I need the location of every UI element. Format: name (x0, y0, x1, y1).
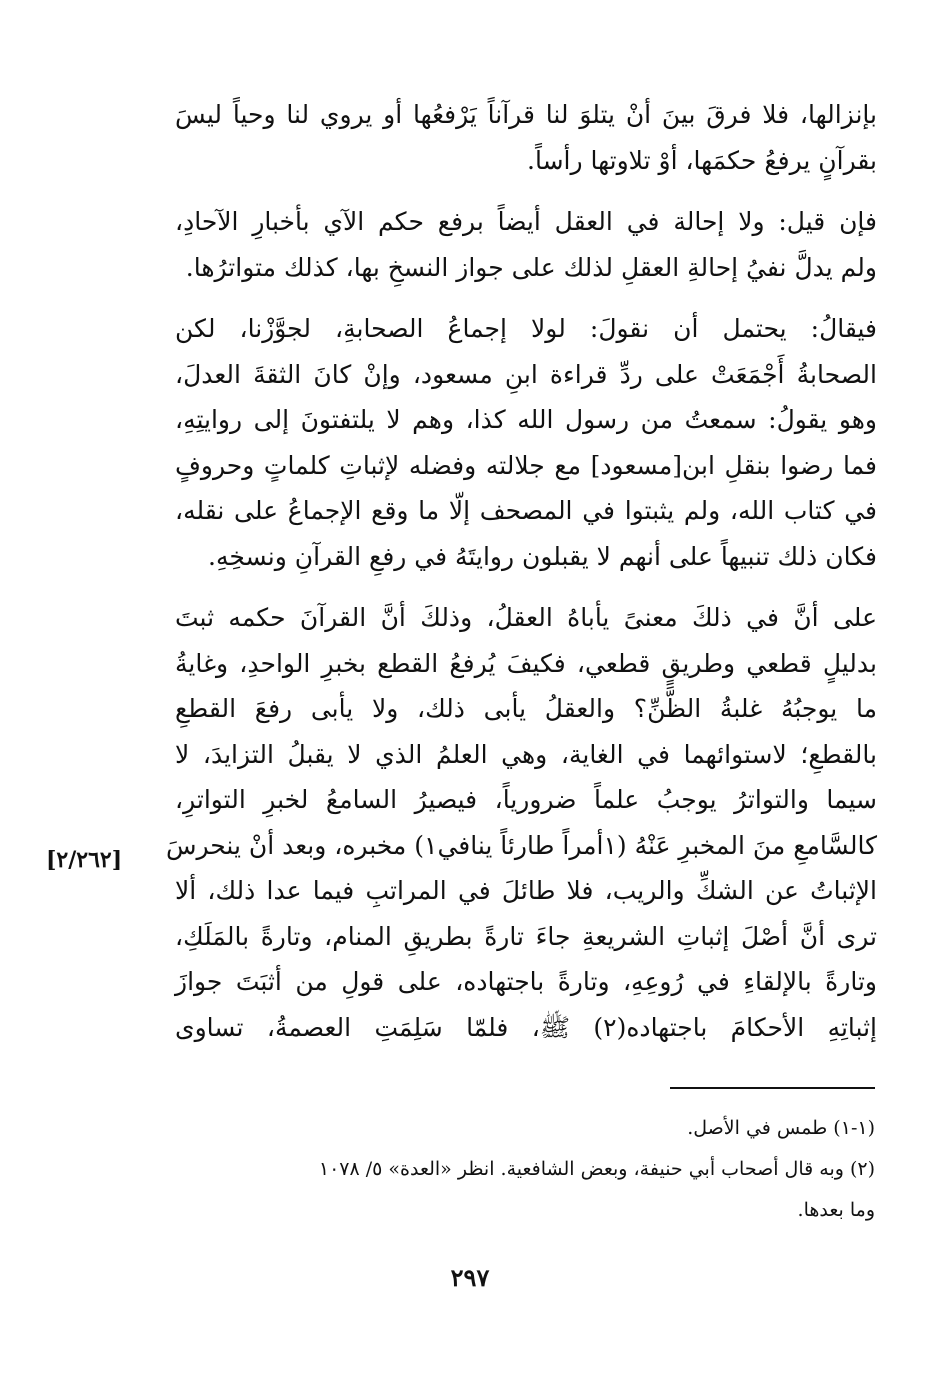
text-line: ولم يدلَّ نفيُ إحالةِ العقلِ لذلك على جواز النسخِ بها، كذلك متواترُها. (185, 252, 877, 282)
paragraph-1 (175, 92, 877, 183)
text-line: بإنزالها، فلا فرقَ بينَ أنْ يتلوَ لنا قرآناً يَرْفعُها أو يروي لنا وحياً ليسَ (175, 100, 877, 129)
text-line: الإثباتُ عن الشكِّ والريب، فلا طائلَ في المراتبِ فيما عدا ذلك، ألا (175, 876, 877, 905)
text-line: ترى أنَّ أصْلَ إثباتِ الشريعةِ جاءَ تارةً بطريقِ المنام، وتارةً بالمَلَكِ، (175, 921, 877, 951)
text-line: الصحابةُ أَجْمَعَتْ على ردِّ قراءة ابنِ مسعود، وإنْ كانَ الثقةَ العدلَ، (175, 359, 877, 389)
paragraph-4 (165, 595, 877, 1050)
text-line: بقرآنٍ يرفعُ حكمَها، أوْ تلاوتها رأساً. (527, 145, 877, 175)
text-line: وهو يقولُ: سمعتُ من رسول الله كذا، وهم لا يلتفتونَ إلى روايتِهِ، (175, 405, 877, 434)
margin-page-reference: [٢/٢٦٢] (46, 847, 123, 873)
main-text (165, 92, 877, 1066)
text-line: فما رضوا بنقلِ ابن[مسعود] مع جلالته وفضله لإثباتِ كلماتٍ وحروفٍ (175, 450, 877, 480)
footnotes (175, 1108, 875, 1231)
footnote-2: (٢) وبه قال أصحاب أبي حنيفة، وبعض الشافعية. انظر «العدة» ٥/ ١٠٧٨ (318, 1158, 875, 1180)
page-number: ٢٩٧ (450, 1263, 490, 1292)
text-line: إثباتِهِ الأحكامَ باجتهاده(٢) ﷺ، فلمّا سَلِمَتِ العصمةُ، تساوى (175, 1012, 877, 1042)
text-line: ما يوجبُهُ غلبةُ الظَّنِّ؟ والعقلُ يأبى ذلك، ولا يأبى رفعَ القطعِ (175, 694, 877, 723)
footnote-separator (670, 1087, 875, 1089)
text-line: فإن قيل: ولا إحالة في العقل أيضاً برفع حكم الآي بأخبارِ الآحادِ، (175, 207, 877, 236)
text-line: على أنَّ في ذلكَ معنىً يأباهُ العقلُ، وذلكَ أنَّ القرآنَ حكمه ثبتَ (175, 603, 877, 632)
text-line: بالقطعِ؛ لاستوائهما في الغاية، وهي العلمُ الذي لا يقبلُ التزايدَ، لا (175, 739, 877, 769)
paragraph-3 (175, 306, 877, 579)
footnote-2-continued: وما بعدها. (797, 1199, 875, 1221)
text-line: بدليلٍ قطعي وطريقٍ قطعي، فكيفَ يُرفعُ القطع بخبرِ الواحدِ، وغايةُ (175, 648, 877, 678)
text-line: فكان ذلك تنبيهاً على أنهم لا يقبلون روايتَهُ في رفعِ القرآنِ ونسخِهِ. (208, 541, 877, 571)
text-line: كالسَّامعِ منَ المخبرِ عَنْهُ (١أمراً طارئاً ينافي١) مخبره، وبعد أنْ ينحرسَ (165, 830, 877, 860)
text-line: في كتاب الله، ولم يثبتوا في المصحف إلّا ما وقع الإجماعُ على نقله، (175, 496, 877, 525)
text-line: فيقالُ: يحتمل أن نقولَ: لولا إجماعُ الصحابةِ، لجوَّزْنا، لكن (175, 314, 877, 343)
text-line: وتارةً بالإلقاءِ في رُوعِهِ، وتارةً باجتهاده، على قولِ من أثبَتَ جوازَ (175, 967, 877, 996)
text-line: سيما والتواترُ يوجبُ علماً ضرورياً، فيصيرُ السامعُ لخبرِ التواترِ، (175, 785, 877, 814)
footnote-1: (١-١) طمس في الأصل. (687, 1117, 875, 1139)
paragraph-2 (175, 199, 877, 290)
